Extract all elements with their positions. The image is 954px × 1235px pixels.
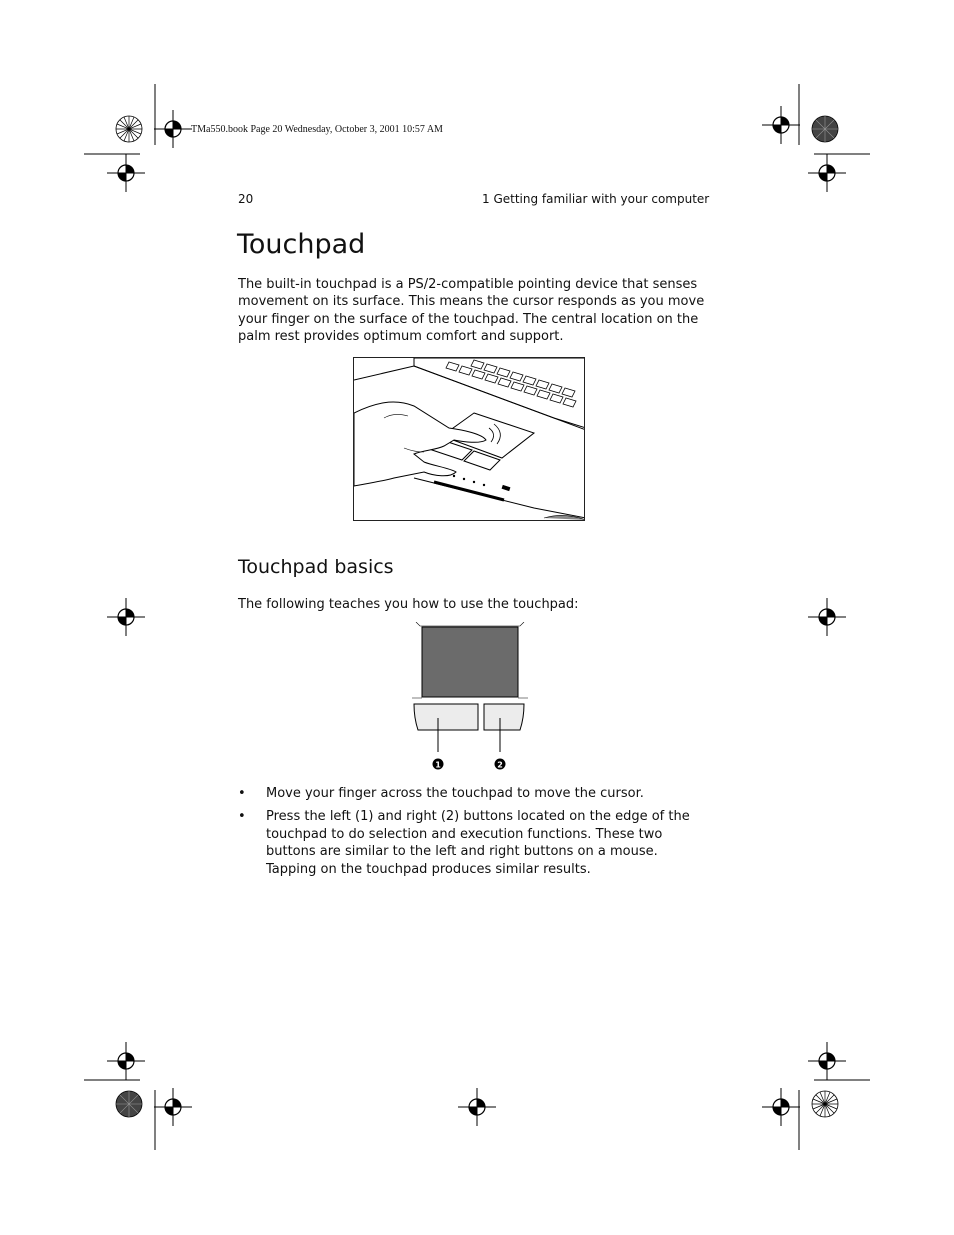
list-item-text: Press the left (1) and right (2) buttons located on the edge of the touchpad to do selection and execution functions. These two buttons are similar to the left and right buttons on a mouse. Tapping on the touchpad produces similar results.	[266, 809, 690, 877]
touchpad-usage-list	[238, 785, 708, 884]
bullet-marker: •	[238, 809, 246, 825]
subsection-intro-paragraph: The following teaches you how to use the touchpad:	[238, 597, 579, 612]
svg-text:2: 2	[497, 760, 503, 770]
touchpad-surface	[422, 627, 518, 697]
page-number: 20	[238, 192, 254, 206]
running-header: 1 Getting familiar with your computer	[482, 192, 710, 206]
list-item	[238, 785, 708, 802]
list-item-text: Move your finger across the touchpad to move the cursor.	[266, 786, 644, 801]
list-item	[238, 808, 708, 878]
left-button-shape	[414, 704, 478, 730]
touchpad-diagram	[408, 622, 532, 774]
bullet-marker: •	[238, 786, 246, 801]
callout-1-marker	[433, 759, 444, 770]
section-title: Touchpad	[237, 229, 366, 260]
touchpad-photo-illustration	[353, 357, 585, 521]
subsection-title: Touchpad basics	[238, 556, 394, 578]
section-intro-paragraph: The built-in touchpad is a PS/2-compatible pointing device that senses movement on its surface. This means the cursor responds as you move your finger on the surface of the touchpad. The central location on the palm rest provides optimum comfort and support.	[238, 277, 705, 345]
svg-text:1: 1	[435, 760, 441, 770]
callout-2-marker	[495, 759, 506, 770]
print-slug-line: TMa550.book Page 20 Wednesday, October 3, 2001 10:57 AM	[191, 124, 443, 135]
right-button-shape	[484, 704, 524, 730]
